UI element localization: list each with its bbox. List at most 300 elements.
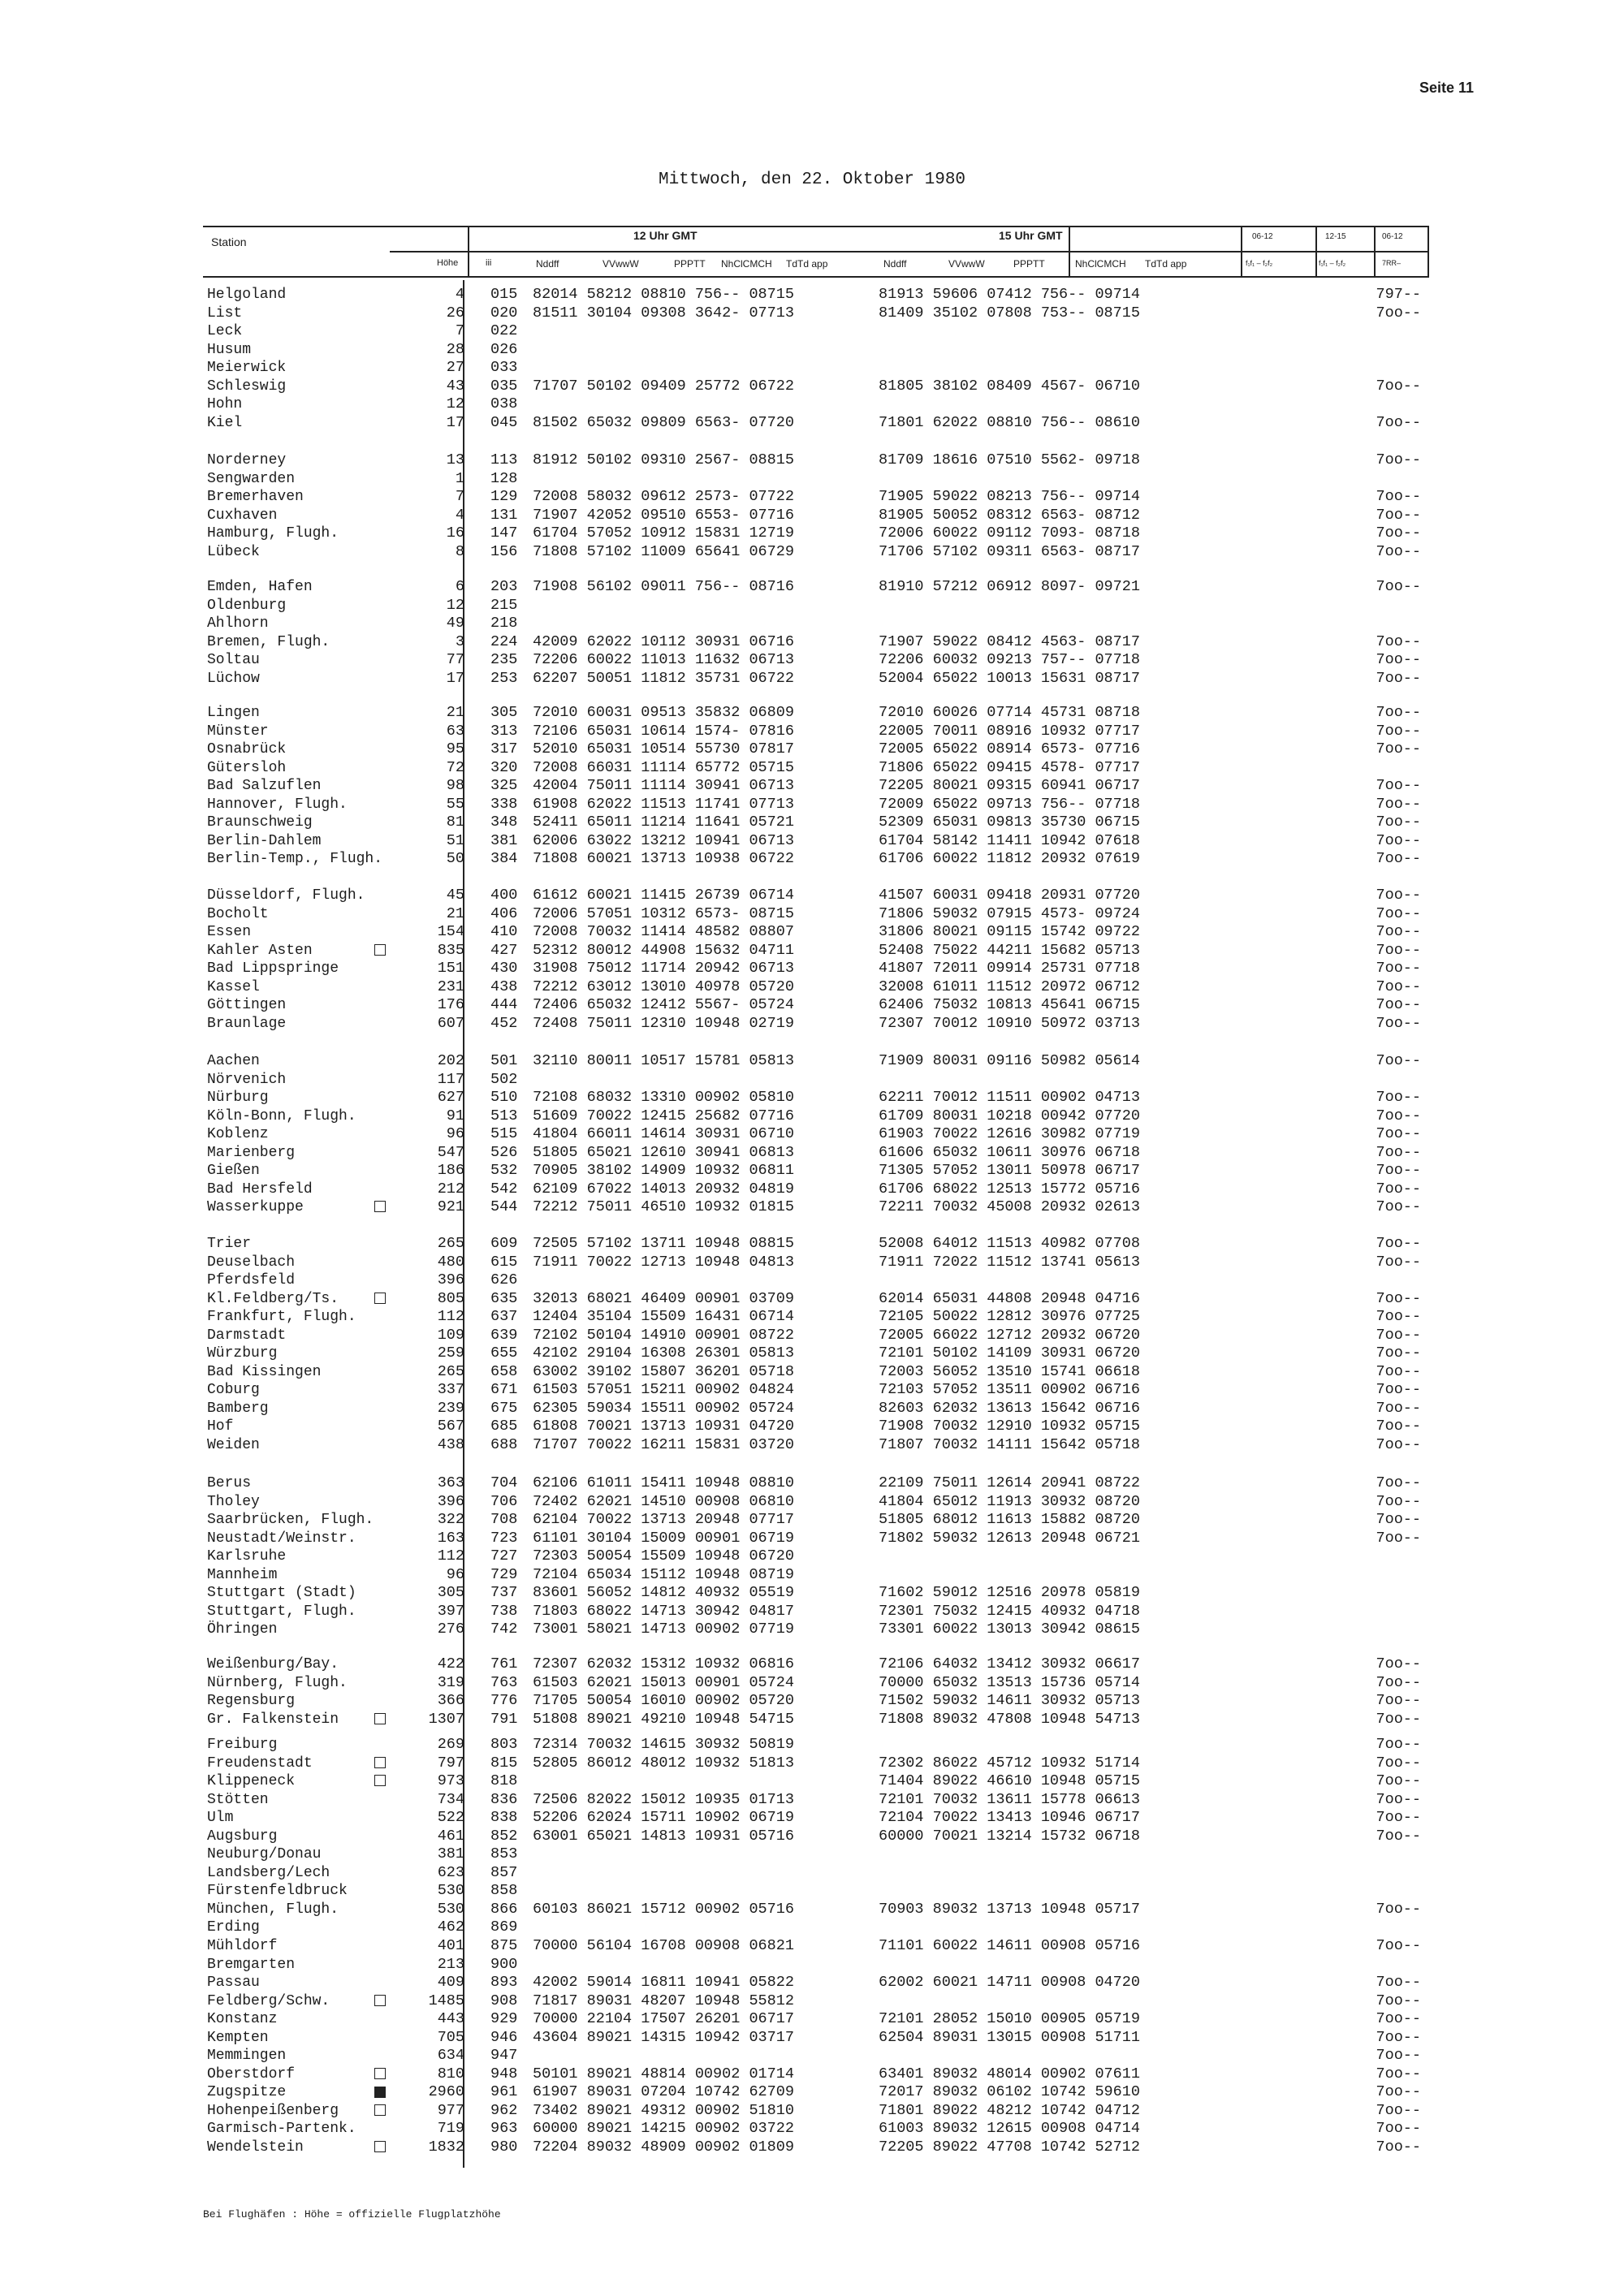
station-height: 98 [446,777,464,795]
station-height: 835 [437,941,464,959]
header-12-gmt: 12 Uhr GMT [633,229,698,242]
station-name: Köln-Bonn, Flugh. [207,1107,356,1124]
obs-15-gmt: 72005 66022 12712 20932 06720 [879,1326,1140,1344]
h12-c4: NhClCMCH [721,258,772,270]
obs-12-gmt: 63001 65021 14813 10931 05716 [533,1827,794,1845]
obs-12-gmt: 60000 89021 14215 00902 03722 [533,2120,794,2138]
table-row [0,796,1624,814]
station-name: Wendelstein [207,2139,304,2156]
station-height: 7 [455,322,464,340]
station-name: Stuttgart, Flugh. [207,1603,356,1620]
station-name: Nürnberg, Flugh. [207,1674,348,1691]
precip-code: 7oo-- [1376,1107,1421,1124]
h15-c1: Nddff [883,258,907,270]
table-row [0,1198,1624,1217]
station-name: Bremerhaven [207,489,304,506]
table-row [0,451,1624,470]
station-index: 761 [490,1655,518,1672]
station-height: 810 [437,2065,464,2082]
obs-15-gmt: 62014 65031 44808 20948 04716 [879,1289,1140,1307]
obs-12-gmt: 81511 30104 09308 3642- 07713 [533,304,794,322]
station-group [0,1052,1624,1217]
obs-15-gmt: 72106 64032 13412 30932 06617 [879,1655,1140,1672]
obs-15-gmt: 72211 70032 45008 20932 02613 [879,1198,1140,1216]
station-name: Bad Kissingen [207,1363,322,1380]
station-index: 875 [490,1937,518,1955]
obs-12-gmt: 70000 22104 17507 26201 06717 [533,2010,794,2028]
station-index: 803 [490,1736,518,1753]
obs-12-gmt: 72108 68032 13310 00902 05810 [533,1089,794,1107]
obs-12-gmt: 60103 86021 15712 00902 05716 [533,1900,794,1918]
table-row [0,850,1624,869]
table-row [0,633,1624,652]
table-row [0,578,1624,597]
precip-code: 7oo-- [1376,1754,1421,1772]
obs-12-gmt: 71911 70022 12713 10948 04813 [533,1253,794,1271]
station-height: 401 [437,1937,464,1955]
station-height: 2960 [428,2083,464,2101]
table-row [0,1692,1624,1711]
station-index: 235 [490,651,518,669]
station-height: 396 [437,1271,464,1289]
obs-12-gmt: 71803 68022 14713 30942 04817 [533,1602,794,1620]
table-row [0,1864,1624,1883]
header-range3: 06-12 [1382,232,1403,241]
obs-15-gmt: 61003 89032 12615 00908 04714 [879,2120,1140,2138]
station-index: 313 [490,722,518,740]
obs-15-gmt: 81709 18616 07510 5562- 09718 [879,451,1140,468]
obs-15-gmt: 72101 28052 15010 00905 05719 [879,2010,1140,2028]
obs-15-gmt: 52408 75022 44211 15682 05713 [879,941,1140,959]
station-index: 253 [490,669,518,687]
station-index: 513 [490,1107,518,1124]
obs-12-gmt: 51609 70022 12415 25682 07716 [533,1107,794,1124]
obs-12-gmt: 41804 66011 14614 30931 06710 [533,1125,794,1143]
precip-code: 7oo-- [1376,1143,1421,1161]
station-height: 17 [446,669,464,687]
table-row [0,1736,1624,1754]
station-index: 626 [490,1271,518,1289]
precip-code: 7oo-- [1376,831,1421,849]
station-name: Helgoland [207,287,287,303]
table-row [0,723,1624,741]
station-index: 836 [490,1790,518,1808]
station-name: Braunlage [207,1015,287,1032]
table-row [0,286,1624,304]
header-hoehe: Höhe [437,258,459,268]
station-name: Kempten [207,2029,269,2046]
station-index: 962 [490,2101,518,2119]
obs-12-gmt: 71707 50102 09409 25772 06722 [533,377,794,395]
station-name: Bad Lippspringe [207,960,339,978]
station-height: 6 [455,578,464,595]
precip-code: 7oo-- [1376,488,1421,506]
station-height: 27 [446,359,464,377]
table-row [0,1474,1624,1493]
obs-15-gmt: 71404 89022 46610 10948 05715 [879,1772,1140,1790]
station-height: 805 [437,1289,464,1307]
precip-code: 7oo-- [1376,795,1421,813]
table-row [0,759,1624,778]
header-15-gmt: 15 Uhr GMT [999,229,1063,242]
station-index: 963 [490,2120,518,2138]
obs-12-gmt: 61503 57051 15211 00902 04824 [533,1381,794,1399]
station-height: 522 [437,1809,464,1827]
station-name: Wasserkuppe [207,1199,304,1216]
station-name: Ahlhorn [207,615,269,632]
station-name: Saarbrücken, Flugh. [207,1512,374,1529]
obs-15-gmt: 72302 86022 45712 10932 51714 [879,1754,1140,1772]
table-row [0,2102,1624,2121]
station-index: 815 [490,1754,518,1772]
table-row [0,597,1624,615]
obs-15-gmt: 22109 75011 12614 20941 08722 [879,1474,1140,1491]
table-row [0,543,1624,562]
station-height: 231 [437,978,464,995]
precip-code: 7oo-- [1376,1474,1421,1491]
station-name: Essen [207,924,252,941]
station-height: 202 [437,1052,464,1069]
obs-12-gmt: 42009 62022 10112 30931 06716 [533,632,794,650]
precip-code: 7oo-- [1376,669,1421,687]
precip-code: 7oo-- [1376,850,1421,868]
station-height: 607 [437,1014,464,1032]
station-index: 045 [490,413,518,431]
obs-12-gmt: 72303 50054 15509 10948 06720 [533,1547,794,1565]
station-height: 95 [446,740,464,758]
station-name: Fürstenfeldbruck [207,1883,348,1900]
station-name: Berlin-Temp., Flugh. [207,851,383,868]
station-index: 723 [490,1529,518,1547]
table-row [0,704,1624,723]
obs-15-gmt: 81905 50052 08312 6563- 08712 [879,506,1140,524]
station-name: Freiburg [207,1737,278,1753]
mountain-station-square-icon [374,2138,386,2157]
obs-15-gmt: 71909 80031 09116 50982 05614 [879,1052,1140,1069]
station-height: 1485 [428,1992,464,2009]
obs-12-gmt: 61612 60021 11415 26739 06714 [533,887,794,904]
station-height: 117 [437,1070,464,1088]
station-index: 742 [490,1621,518,1638]
table-row [0,1828,1624,1846]
station-height: 409 [437,1974,464,1992]
obs-12-gmt: 72106 65031 10614 1574- 07816 [533,722,794,740]
station-height: 154 [437,923,464,941]
station-name: Zugspitze [207,2084,287,2101]
obs-15-gmt: 71807 70032 14111 15642 05718 [879,1436,1140,1454]
precip-code: 7oo-- [1376,1436,1421,1454]
station-name: Meierwick [207,360,287,377]
obs-12-gmt: 81502 65032 09809 6563- 07720 [533,413,794,431]
obs-15-gmt: 72005 65022 08914 6573- 07716 [879,740,1140,758]
precip-code: 7oo-- [1376,2138,1421,2156]
obs-15-gmt: 71101 60022 14611 00908 05716 [879,1937,1140,1955]
station-index: 637 [490,1308,518,1326]
table-row [0,414,1624,433]
obs-12-gmt: 61908 62022 11513 11741 07713 [533,795,794,813]
station-index: 776 [490,1692,518,1710]
table-row [0,2047,1624,2065]
table-row [0,651,1624,670]
obs-12-gmt: 63002 39102 15807 36201 05718 [533,1362,794,1380]
obs-12-gmt: 72212 63012 13010 40978 05720 [533,978,794,995]
obs-12-gmt: 52312 80012 44908 15632 04711 [533,941,794,959]
obs-15-gmt: 61709 80031 10218 00942 07720 [879,1107,1140,1124]
report-date: Mittwoch, den 22. Oktober 1980 [658,170,966,189]
precip-code: 7oo-- [1376,1235,1421,1252]
obs-15-gmt: 61903 70022 12616 30982 07719 [879,1125,1140,1143]
station-name: List [207,304,243,322]
station-index: 671 [490,1381,518,1399]
table-row [0,832,1624,851]
station-group [0,1474,1624,1639]
station-height: 530 [437,1900,464,1918]
station-name: Berus [207,1475,252,1491]
station-index: 320 [490,758,518,776]
station-index: 215 [490,596,518,614]
station-index: 156 [490,542,518,560]
station-index: 727 [490,1547,518,1565]
station-index: 406 [490,904,518,922]
table-row [0,1621,1624,1639]
obs-15-gmt: 52309 65031 09813 35730 06715 [879,814,1140,831]
station-height: 797 [437,1754,464,1772]
precip-code: 7oo-- [1376,1992,1421,2009]
table-row [0,1327,1624,1345]
obs-15-gmt: 71802 59032 12613 20948 06721 [879,1529,1140,1547]
station-height: 7 [455,488,464,506]
mountain-station-square-icon [374,1992,386,2011]
station-name: Trier [207,1236,252,1252]
obs-15-gmt: 62406 75032 10813 45641 06715 [879,996,1140,1014]
table-row [0,777,1624,796]
station-name: Bad Hersfeld [207,1180,313,1198]
table-row [0,1418,1624,1436]
station-name: Cuxhaven [207,507,278,524]
table-row [0,304,1624,323]
station-name: Feldberg/Schw. [207,1992,330,2009]
table-row [0,1125,1624,1144]
station-name: Bocholt [207,905,269,922]
table-row [0,1436,1624,1455]
obs-12-gmt: 61704 57052 10912 15831 12719 [533,524,794,542]
station-index: 857 [490,1863,518,1881]
obs-15-gmt: 72003 56052 13510 15741 06618 [879,1362,1140,1380]
station-index: 532 [490,1162,518,1180]
precip-code: 7oo-- [1376,941,1421,959]
station-name: Hohenpeißenberg [207,2102,339,2119]
obs-12-gmt: 62305 59034 15511 00902 05724 [533,1399,794,1417]
table-row [0,1809,1624,1828]
table-row [0,488,1624,507]
mountain-station-square-icon [374,1198,386,1217]
precip-code: 7oo-- [1376,1900,1421,1918]
station-name: Oberstdorf [207,2065,296,2082]
station-height: 151 [437,960,464,978]
table-row [0,1144,1624,1163]
table-row [0,1974,1624,1992]
obs-12-gmt: 71707 70022 16211 15831 03720 [533,1436,794,1454]
station-height: 212 [437,1180,464,1198]
obs-12-gmt: 72212 75011 46510 10932 01815 [533,1198,794,1216]
obs-15-gmt: 71908 70032 12910 10932 05715 [879,1418,1140,1435]
precip-code: 7oo-- [1376,2010,1421,2028]
page-number: Seite 11 [1419,80,1475,96]
station-index: 305 [490,704,518,721]
precip-code: 7oo-- [1376,1827,1421,1845]
station-name: Osnabrück [207,741,287,758]
station-group [0,578,1624,688]
table-row [0,2029,1624,2048]
station-index: 128 [490,469,518,487]
obs-12-gmt: 72406 65032 12412 5567- 05724 [533,996,794,1014]
h15-c3: PPPTT [1013,258,1045,270]
footnote: Bei Flughäfen : Höhe = offizielle Flugplatzhöhe [203,2208,501,2220]
station-name: Neustadt/Weinstr. [207,1530,356,1547]
precip-code: 7oo-- [1376,887,1421,904]
station-height: 337 [437,1381,464,1399]
table-row [0,1882,1624,1901]
h15-c2: VVwwW [948,258,985,270]
station-name: Aachen [207,1053,260,1069]
station-index: 113 [490,451,518,468]
station-index: 348 [490,814,518,831]
station-index: 410 [490,923,518,941]
table-row [0,1308,1624,1327]
station-height: 921 [437,1198,464,1216]
header-range1-code: f₁f₁ – f₂f₂ [1246,259,1273,267]
station-height: 112 [437,1308,464,1326]
obs-12-gmt: 72102 50104 14910 00901 08722 [533,1326,794,1344]
table-row [0,2120,1624,2138]
station-name: Frankfurt, Flugh. [207,1309,356,1326]
obs-12-gmt: 72008 66031 11114 65772 05715 [533,758,794,776]
obs-15-gmt: 72205 80021 09315 60941 06717 [879,777,1140,795]
station-name: Braunschweig [207,814,313,831]
station-name: Lüchow [207,670,260,687]
station-height: 28 [446,340,464,358]
station-name: Göttingen [207,997,287,1014]
station-name: Oldenburg [207,597,287,614]
obs-12-gmt: 32013 68021 46409 00901 03709 [533,1289,794,1307]
obs-12-gmt: 52411 65011 11214 11641 05721 [533,814,794,831]
table-row [0,2065,1624,2084]
station-index: 609 [490,1235,518,1252]
precip-code: 7oo-- [1376,1974,1421,1992]
obs-15-gmt: 62211 70012 11511 00902 04713 [879,1089,1140,1107]
station-index: 908 [490,1992,518,2009]
obs-12-gmt: 52805 86012 48012 10932 51813 [533,1754,794,1772]
obs-15-gmt: 51805 68012 11613 15882 08720 [879,1511,1140,1529]
station-name: Pferdsfeld [207,1272,296,1289]
precip-code: 7oo-- [1376,1673,1421,1691]
station-height: 77 [446,651,464,669]
station-height: 50 [446,850,464,868]
station-height: 1307 [428,1710,464,1728]
station-index: 427 [490,941,518,959]
precip-code: 7oo-- [1376,904,1421,922]
station-index: 738 [490,1602,518,1620]
obs-15-gmt: 52004 65022 10013 15631 08717 [879,669,1140,687]
obs-12-gmt: 71908 56102 09011 756-- 08716 [533,578,794,595]
precip-code: 7oo-- [1376,740,1421,758]
precip-code: 7oo-- [1376,1089,1421,1107]
table-row [0,1254,1624,1272]
table-row [0,524,1624,543]
station-height: 186 [437,1162,464,1180]
precip-code: 7oo-- [1376,1198,1421,1216]
station-name: Husum [207,341,252,358]
station-height: 259 [437,1344,464,1362]
precip-code: 7oo-- [1376,632,1421,650]
obs-12-gmt: 62207 50051 11812 35731 06722 [533,669,794,687]
precip-code: 7oo-- [1376,1381,1421,1399]
station-index: 038 [490,395,518,413]
station-height: 109 [437,1326,464,1344]
station-height: 112 [437,1547,464,1565]
station-index: 203 [490,578,518,595]
precip-code: 7oo-- [1376,542,1421,560]
obs-15-gmt: 71806 65022 09415 4578- 07717 [879,758,1140,776]
obs-15-gmt: 71502 59032 14611 30932 05713 [879,1692,1140,1710]
precip-code: 797-- [1376,286,1421,303]
station-height: 547 [437,1143,464,1161]
precip-code: 7oo-- [1376,1790,1421,1808]
table-row [0,359,1624,378]
obs-15-gmt: 71801 62022 08810 756-- 08610 [879,413,1140,431]
table-row [0,341,1624,360]
obs-15-gmt: 32008 61011 11512 20972 06712 [879,978,1140,995]
station-index: 147 [490,524,518,542]
station-name: Marienberg [207,1144,296,1161]
obs-12-gmt: 71817 89031 48207 10948 55812 [533,1992,794,2009]
station-name: Düsseldorf, Flugh. [207,887,365,904]
station-index: 729 [490,1565,518,1583]
obs-12-gmt: 72505 57102 13711 10948 08815 [533,1235,794,1252]
station-index: 675 [490,1399,518,1417]
h15-c5: TdTd app [1145,258,1187,270]
station-height: 480 [437,1253,464,1271]
station-name: Freudenstadt [207,1754,313,1772]
station-index: 853 [490,1845,518,1863]
obs-12-gmt: 72307 62032 15312 10932 06816 [533,1655,794,1672]
obs-12-gmt: 62109 67022 14013 20932 04819 [533,1180,794,1198]
obs-15-gmt: 61704 58142 11411 10942 07618 [879,831,1140,849]
station-name: Hannover, Flugh. [207,796,348,813]
obs-15-gmt: 22005 70011 08916 10932 07717 [879,722,1140,740]
station-height: 8 [455,542,464,560]
station-name: Hohn [207,396,243,413]
obs-12-gmt: 72006 57051 10312 6573- 08715 [533,904,794,922]
obs-15-gmt: 72101 70032 13611 15778 06613 [879,1790,1140,1808]
precip-code: 7oo-- [1376,304,1421,322]
station-height: 49 [446,615,464,632]
station-index: 838 [490,1809,518,1827]
station-index: 947 [490,2047,518,2065]
table-row [0,322,1624,341]
station-name: Bremen, Flugh. [207,633,330,650]
station-height: 91 [446,1107,464,1124]
station-index: 015 [490,286,518,303]
station-index: 544 [490,1198,518,1216]
obs-12-gmt: 31908 75012 11714 20942 06713 [533,960,794,978]
obs-15-gmt: 81913 59606 07412 756-- 09714 [879,286,1140,303]
obs-12-gmt: 62106 61011 15411 10948 08810 [533,1474,794,1491]
station-height: 4 [455,286,464,303]
station-index: 430 [490,960,518,978]
station-index: 515 [490,1125,518,1143]
precip-code: 7oo-- [1376,1362,1421,1380]
